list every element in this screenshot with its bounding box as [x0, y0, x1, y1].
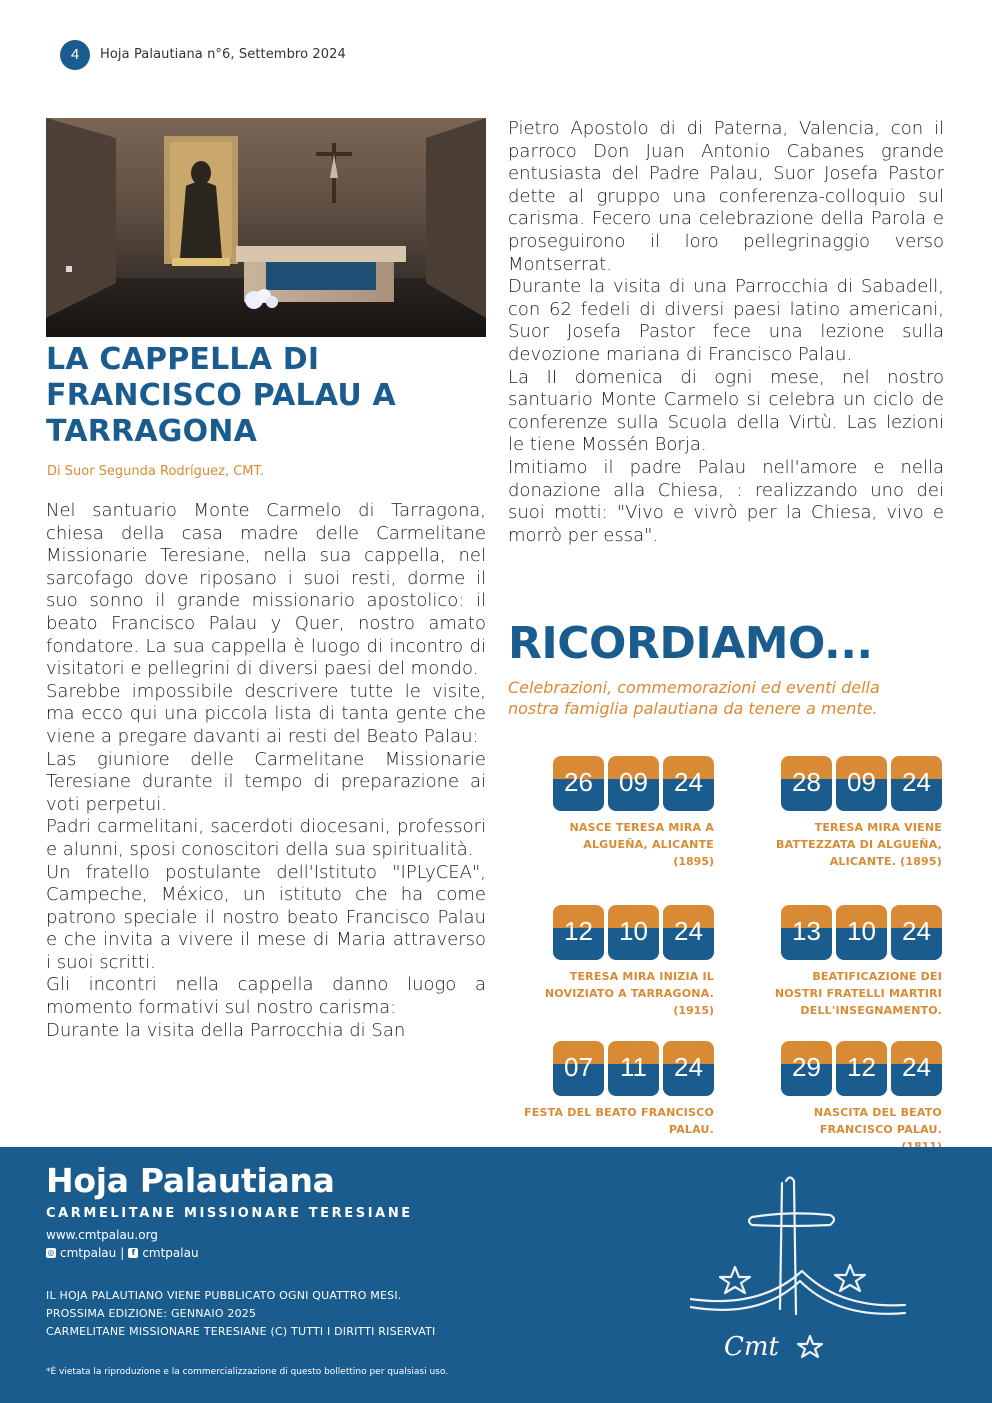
paragraph: Sarebbe impossibile descrivere tutte le visite, ma ecco qui una piccola lista di tanta gente che viene a pregare davanti ai resti del Beato Palau:: [46, 680, 486, 747]
event-card: [514, 905, 714, 1019]
event-label: BEATIFICAZIONE DEI NOSTRI FRATELLI MARTIRI DELL'INSEGNAMENTO.: [774, 970, 942, 1017]
date-tile-day: 29: [781, 1041, 832, 1096]
chapel-photo: [46, 118, 486, 337]
paragraph: Gli incontri nella cappella danno luogo a momento formativi sul nostro carisma:: [46, 974, 486, 1019]
event-year: (1915): [673, 1004, 714, 1017]
paragraph: Nel santuario Monte Carmelo di Tarragona, chiesa della casa madre delle Carmelitane Missionarie Teresiane, nella sua cappella, nel sarcofago dove riposano i suoi resti, dorme il suo sonno il grande missionario apostolico: il beato Francisco Palau y Quer, nostro amato fondatore. La sua cappella è luogo di incontro di visitatori e pellegrini di diversi paesi del mondo.: [46, 500, 486, 680]
facebook-icon[interactable]: f: [128, 1248, 138, 1258]
article-title-line: LA CAPPELLA DI: [46, 342, 320, 377]
date-tile-year: 24: [891, 905, 942, 960]
cmt-logo-icon: [690, 1159, 920, 1389]
ricordiamo-title: RICORDIAMO...: [508, 618, 873, 669]
date-tile-day: 28: [781, 756, 832, 811]
event-label: TERESA MIRA VIENE BATTEZZATA DI ALGUEÑA, ALICANTE. (1895): [776, 821, 942, 868]
paragraph: Las giuniore delle Carmelitane Missionarie Teresiane durante il tempo di preparazione ai voti perpetui.: [46, 748, 486, 815]
footer-title: Hoja Palautiana: [46, 1161, 335, 1200]
date-tile-month: 09: [836, 756, 887, 811]
paragraph: Durante la visita della Parrocchia di San: [46, 1019, 406, 1041]
footer: [0, 1147, 992, 1403]
paragraph: Imitiamo il padre Palau nell'amore e nella donazione alla Chiesa, : realizzando uno dei suoi motti: "Vivo e vivrò per la Chiesa, vivo e morrò per essa".: [508, 456, 944, 546]
social-handle-2[interactable]: cmtpalau: [142, 1246, 199, 1260]
event-label: FESTA DEL BEATO FRANCISCO PALAU.: [524, 1106, 714, 1136]
page-number-badge: 4: [60, 40, 90, 70]
date-tile-day: 26: [553, 756, 604, 811]
date-tile-month: 11: [608, 1041, 659, 1096]
date-tile-month: 10: [608, 905, 659, 960]
date-tile-month: 12: [836, 1041, 887, 1096]
chapel-illustration: [46, 118, 486, 337]
footer-website-link[interactable]: www.cmtpalau.org: [46, 1228, 158, 1242]
event-label: NASCITA DEL BEATO FRANCISCO PALAU.: [813, 1106, 942, 1136]
article-body-right: [508, 118, 944, 568]
logo-text: Cmt: [724, 1332, 779, 1362]
social-separator: |: [120, 1246, 125, 1260]
footer-info-line: CARMELITANE MISSIONARE TERESIANE (C) TUTTI I DIRITTI RISERVATI: [46, 1325, 436, 1338]
paragraph: Padri carmelitani, sacerdoti diocesani, professori e alunni, sposi conoscitori della sua spiritualità.: [46, 816, 486, 860]
article-title: [46, 342, 486, 450]
event-card: [742, 756, 942, 870]
date-tile-year: 24: [891, 756, 942, 811]
event-card: [514, 1041, 714, 1138]
footer-info-line: IL HOJA PALAUTIANO VIENE PUBBLICATO OGNI QUATTRO MESI.: [46, 1289, 402, 1302]
date-tile-year: 24: [891, 1041, 942, 1096]
paragraph: La II domenica di ogni mese, nel nostro santuario Monte Carmelo si celebra un ciclo de conferenze sulla Scuola della Virtù. Las lezioni le tiene Mossén Borja.: [508, 366, 944, 456]
date-tile-year: 24: [663, 756, 714, 811]
footer-org: CARMELITANE MISSIONARE TERESIANE: [46, 1206, 413, 1221]
article-title-line: TARRAGONA: [46, 414, 258, 449]
event-card: [742, 905, 942, 1019]
date-tile-day: 12: [553, 905, 604, 960]
footer-info-line: PROSSIMA EDIZIONE: GENNAIO 2025: [46, 1307, 257, 1320]
footer-social: [46, 1246, 199, 1260]
paragraph: Durante la visita di una Parrocchia di Sabadell, con 62 fedeli di diversi paesi latino americani, Suor Josefa Pastor fece una lezione sulla devozione mariana di Francisco Palau.: [508, 276, 944, 365]
article-byline: Di Suor Segunda Rodríguez, CMT.: [47, 464, 265, 479]
date-tile-month: 10: [836, 905, 887, 960]
issue-label: Hoja Palautiana n°6, Settembro 2024: [100, 47, 346, 62]
social-handle-1[interactable]: cmtpalau: [60, 1246, 117, 1260]
date-tile-year: 24: [663, 905, 714, 960]
ricordiamo-subtitle: Celebrazioni, commemorazioni ed eventi della nostra famiglia palautiana da tenere a mente.: [508, 678, 880, 718]
date-tile-year: 24: [663, 1041, 714, 1096]
article-body-left: [46, 500, 486, 1132]
event-label: NASCE TERESA MIRA A ALGUEÑA, ALICANTE: [569, 821, 714, 851]
instagram-icon[interactable]: ◎: [47, 1248, 55, 1257]
article-title-line: FRANCISCO PALAU A: [46, 378, 396, 413]
event-label: TERESA MIRA INIZIA IL NOVIZIATO A TARRAGONA.: [544, 970, 714, 1000]
date-tile-month: 09: [608, 756, 659, 811]
event-card: [742, 1041, 942, 1155]
event-card: [514, 756, 714, 870]
footer-info: [46, 1287, 435, 1341]
footer-note: *È vietata la riproduzione e la commercializzazione di questo bollettino per qualsiasi uso.: [46, 1367, 449, 1377]
paragraph: Un fratello postulante dell'Istituto "IPLyCEA", Campeche, México, un istituto che ha come patrono speciale il nostro beato Francisco Palau e che invita a vivere il mese di Maria attraverso i suoi scritti.: [46, 861, 486, 973]
paragraph: Pietro Apostolo di di Paterna, Valencia, con il parroco Don Juan Antonio Cabanes grande entusiasta del Padre Palau, Suor Josefa Pastor dette al gruppo una conferenza-colloquio sul carisma. Fecero una celebrazione della Parola e proseguirono il loro pellegrinaggio verso Montserrat.: [508, 118, 944, 275]
date-tile-day: 07: [553, 1041, 604, 1096]
event-year: (1895): [673, 855, 714, 868]
date-tile-day: 13: [781, 905, 832, 960]
